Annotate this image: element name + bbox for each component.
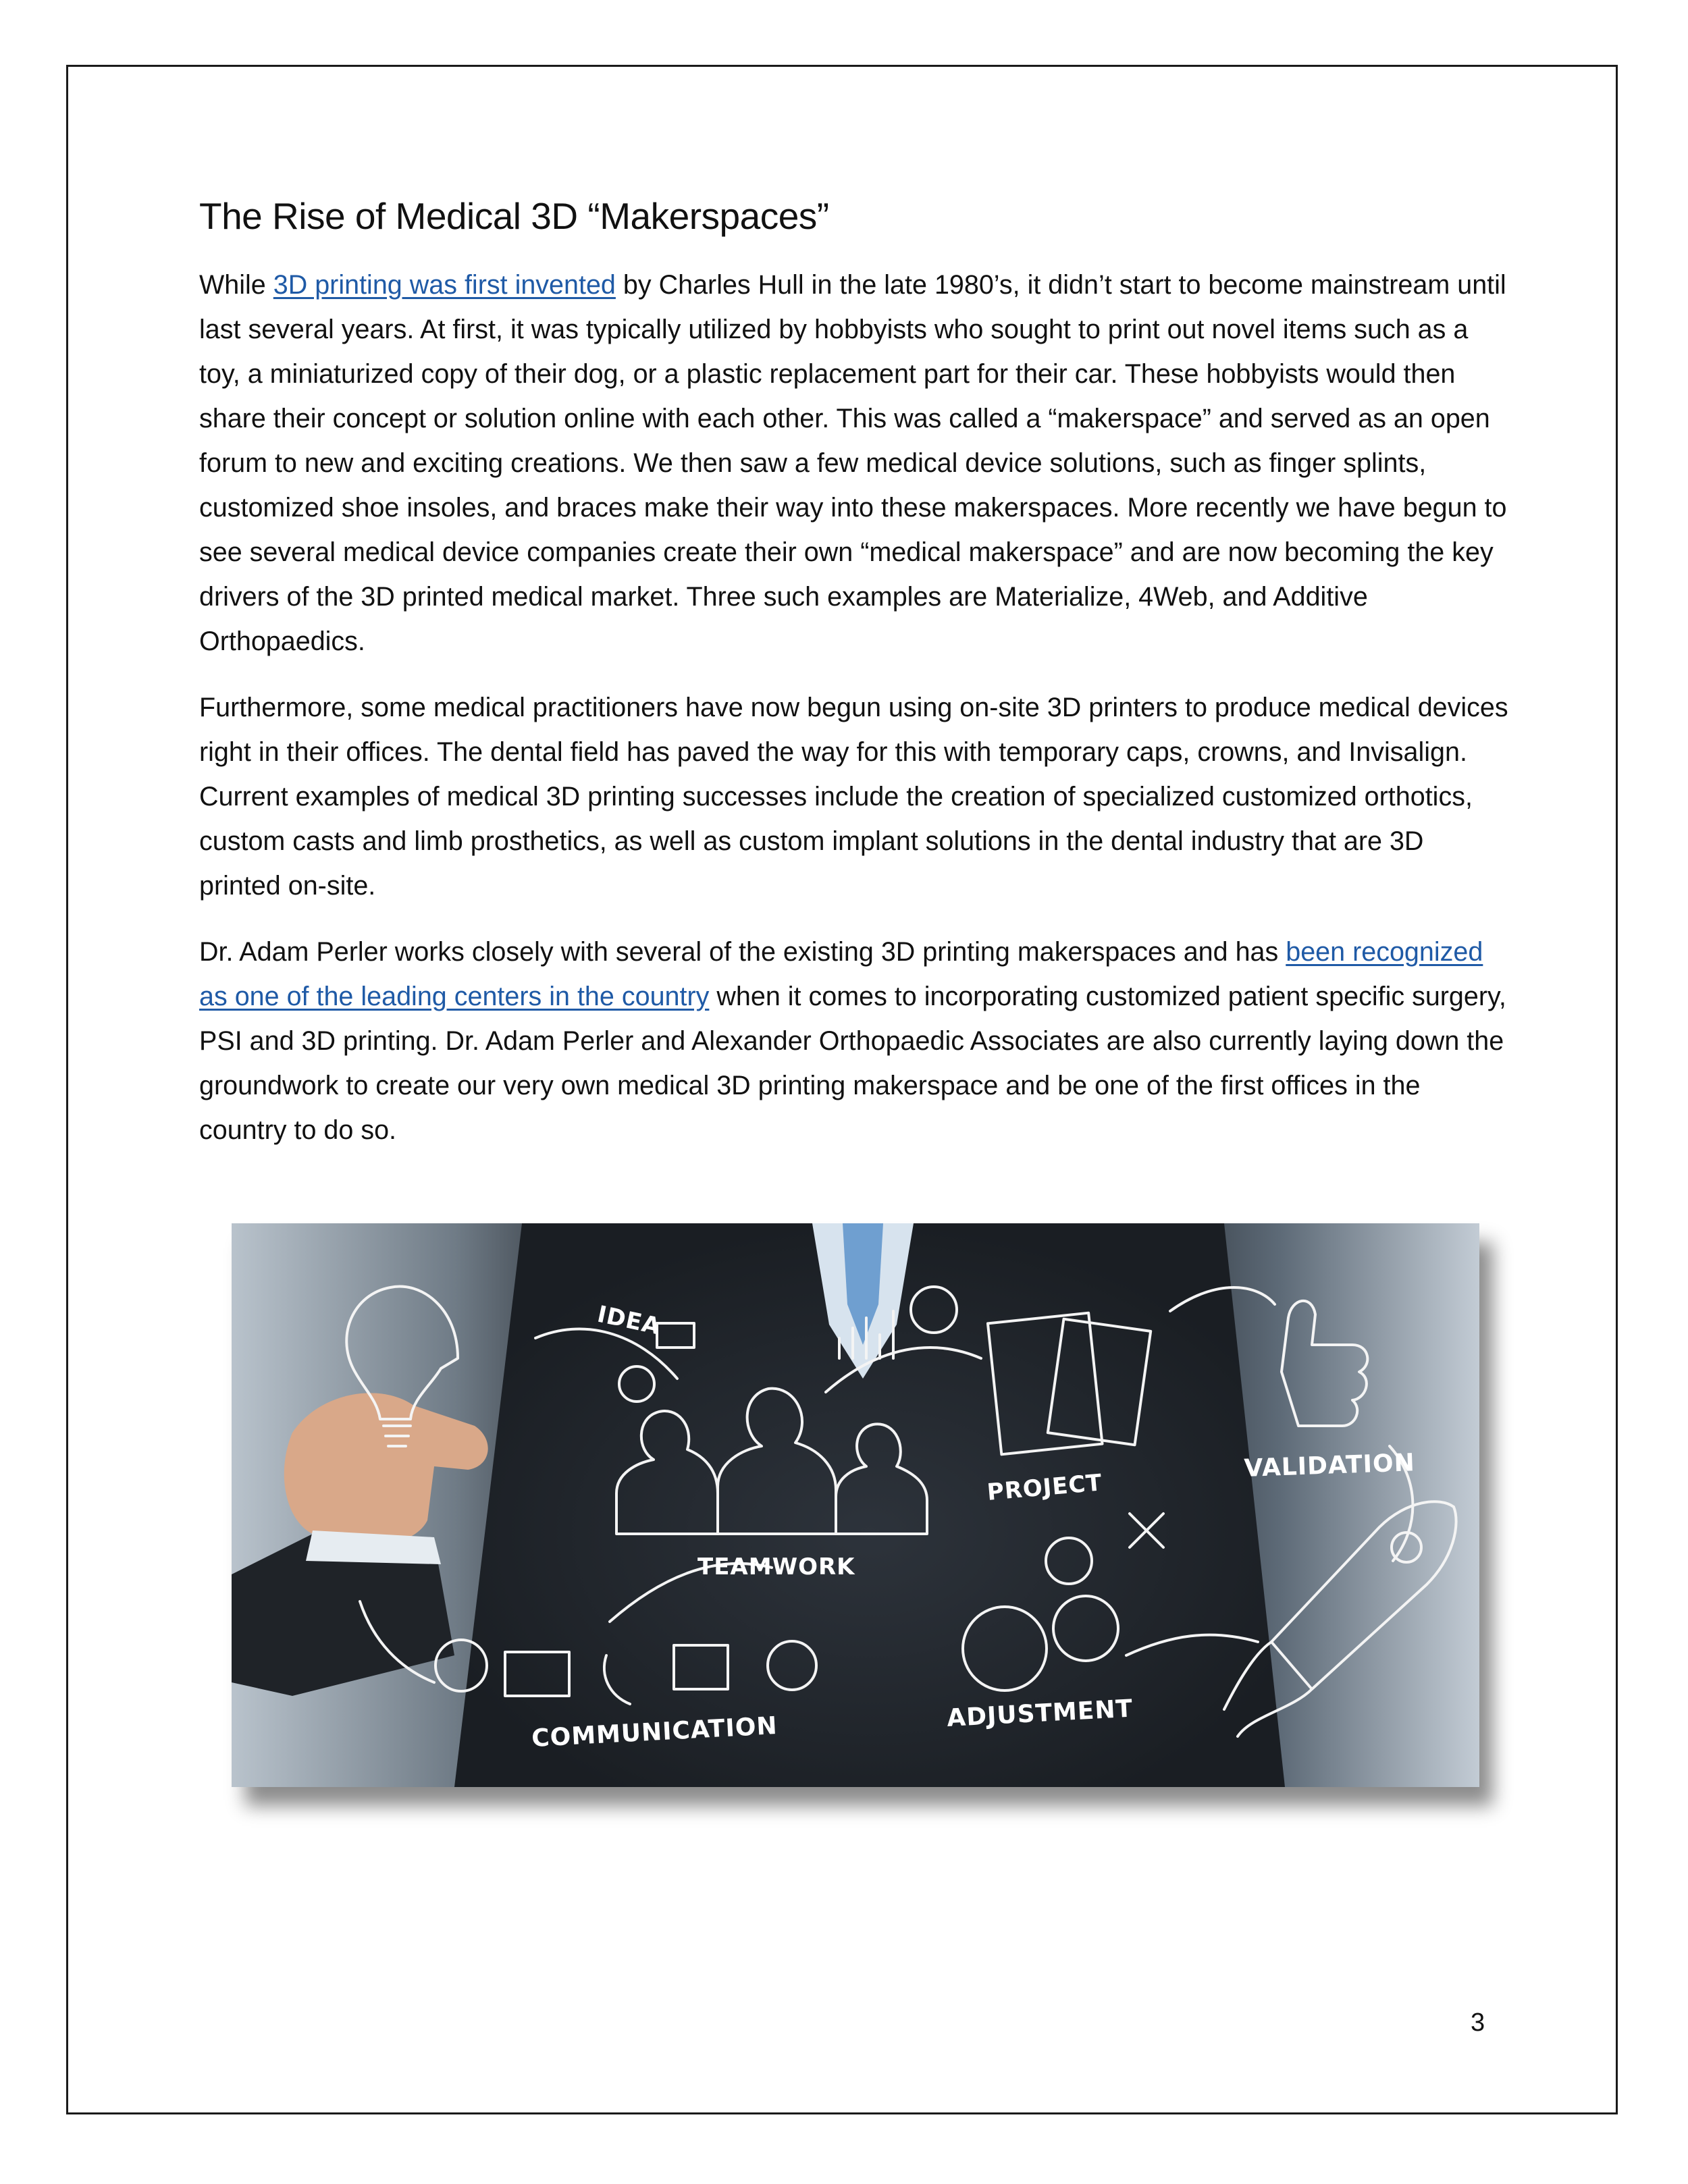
page-title: The Rise of Medical 3D “Makerspaces” — [199, 195, 829, 237]
label-teamwork: TEAMWORK — [697, 1553, 855, 1580]
label-adjustment: ADJUSTMENT — [946, 1695, 1134, 1732]
paragraph-history-lead: While — [199, 269, 273, 300]
label-project: PROJECT — [986, 1469, 1104, 1506]
label-validation: VALIDATION — [1243, 1449, 1416, 1483]
label-idea: IDEA — [595, 1300, 663, 1341]
page-number: 3 — [1471, 2008, 1485, 2037]
paragraph-history — [199, 263, 1509, 664]
makerspace-illustration — [232, 1223, 1479, 1787]
link-leading-centers[interactable]: been recognized as one of the leading centers in the country — [199, 936, 1483, 1011]
paragraph-perler-rest: when it comes to incorporating customized patient specific surgery, PSI and 3D printing. Dr. Adam Perler and Alexander Orthopaedic Associates are also currently laying down the groundwork to create our very own medical 3D printing makerspace and be one of the first offices in the country to do so. — [199, 981, 1506, 1145]
document-body — [199, 196, 1509, 1174]
label-communication: COMMUNICATION — [531, 1711, 779, 1753]
link-3d-printing-invented[interactable]: 3D printing was first invented — [273, 269, 616, 300]
paragraph-onsite-printing: Furthermore, some medical practitioners have now begun using on-site 3D printers to produce medical devices right in their offices. The dental field has paved the way for this with temporary caps, crowns, and Invisalign. Current examples of medical 3D printing successes include the creation of specialized customized orthotics, custom casts and limb prosthetics, as well as custom implant solutions in the dental industry that are 3D printed on-site. — [199, 692, 1508, 901]
paragraph-history-rest: by Charles Hull in the late 1980’s, it didn’t start to become mainstream until last several years. At first, it was typically utilized by hobbyists who sought to print out novel items such as a toy, a miniaturized copy of their dog, or a plastic replacement part for their car. These hobbyists would then share their concept or solution online with each other. This was called a “makerspace” and served as an open forum to new and exciting creations. We then saw a few medical device solutions, such as finger splints, customized shoe insoles, and braces make their way into these makerspaces. More recently we have begun to see several medical device companies create their own “medical makerspace” and are now becoming the key drivers of the 3D printed medical market. Three such examples are Materialize, 4Web, and Additive Orthopaedics. — [199, 269, 1507, 656]
paragraph-perler — [199, 930, 1509, 1152]
paragraph-perler-lead: Dr. Adam Perler works closely with several of the existing 3D printing makerspaces and has — [199, 936, 1286, 967]
